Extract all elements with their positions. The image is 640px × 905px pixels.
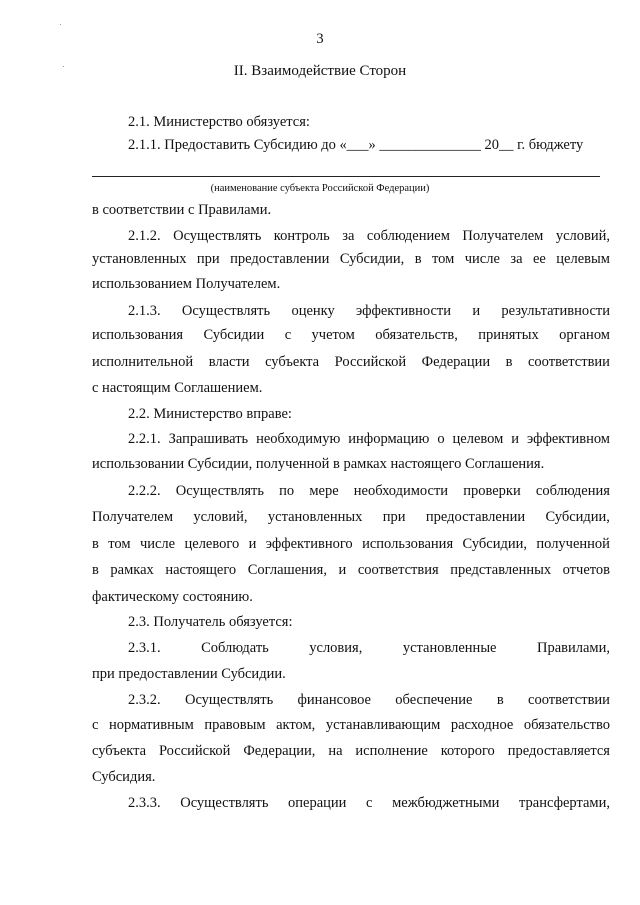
word: Осуществлять xyxy=(184,692,274,708)
word: результативности xyxy=(501,303,610,319)
word: использования xyxy=(92,327,184,343)
clause-2-1-2-l3 xyxy=(92,275,610,293)
word: эффективности xyxy=(356,303,452,319)
word: при предоставлении Субсидии. xyxy=(92,666,286,682)
word: Запрашивать xyxy=(168,431,249,447)
page-number: 3 xyxy=(316,31,324,47)
clause-2-3-2-l4 xyxy=(92,768,610,786)
word: субъекта xyxy=(265,354,320,370)
word: соблюдением xyxy=(366,228,450,244)
clause-2-3-3-l1 xyxy=(128,794,610,812)
word: обязательство xyxy=(523,717,610,733)
word: трансфертами, xyxy=(519,795,610,811)
word: учетом xyxy=(311,327,355,343)
word: 2.2.2. xyxy=(128,483,161,499)
subject-name-caption: (наименование субъекта Российской Федерации) xyxy=(210,183,430,194)
word: за xyxy=(510,251,523,267)
clause-2-3-2-l1 xyxy=(128,691,610,709)
word: которого xyxy=(440,743,495,759)
word: эффективного xyxy=(265,536,353,552)
word: Федерации xyxy=(421,354,491,370)
word: при xyxy=(382,509,406,525)
word: информацию xyxy=(348,431,430,447)
word: оценку xyxy=(291,303,335,319)
word: установленных xyxy=(92,251,187,267)
word: в соответствии с Правилами. xyxy=(92,202,272,218)
word: с xyxy=(366,795,373,811)
word: межбюджетными xyxy=(392,795,500,811)
word: контроль xyxy=(273,228,330,244)
word: 2.2. Министерство вправе: xyxy=(128,406,292,422)
clause-2-1-3-l1 xyxy=(128,302,610,320)
clause-2-1-1 xyxy=(128,136,610,154)
word: 2.1.2. xyxy=(128,228,161,244)
word: Субсидии, xyxy=(339,251,405,267)
word: и xyxy=(472,303,481,319)
clause-2-3-2-l2 xyxy=(92,716,610,734)
word: настоящего xyxy=(165,562,237,578)
word: 2.2.1. xyxy=(128,431,161,447)
word: проверки xyxy=(463,483,521,499)
word: соблюдения xyxy=(535,483,610,499)
word: и xyxy=(511,431,520,447)
clause-2-3-1-l1 xyxy=(128,639,610,657)
word: Осуществлять xyxy=(180,795,269,811)
word: 2.3.1. xyxy=(128,640,161,656)
clause-2-2-1-l2 xyxy=(92,455,610,473)
word: числе xyxy=(139,536,176,552)
word: с xyxy=(92,717,99,733)
word: финансовое xyxy=(297,692,371,708)
word: по xyxy=(279,483,295,499)
word: использования xyxy=(362,536,454,552)
section-title: II. Взаимодействие Сторон xyxy=(233,63,407,79)
word: субъекта xyxy=(92,743,147,759)
word: эффективном xyxy=(527,431,610,447)
word: отчетов xyxy=(562,562,610,578)
clause-2-2-2-l2 xyxy=(92,508,610,526)
clause-2-1-3-l2 xyxy=(92,326,610,344)
word: Субсидии, xyxy=(462,536,527,552)
clause-2-2 xyxy=(128,405,610,423)
word: о xyxy=(437,431,445,447)
word: Осуществлять xyxy=(173,228,262,244)
word: необходимости xyxy=(353,483,449,499)
word: в xyxy=(414,251,422,267)
word: за xyxy=(342,228,355,244)
clause-2-3-2-l3 xyxy=(92,742,610,760)
word: Получателем xyxy=(462,228,544,244)
word: рамках xyxy=(110,562,154,578)
word: 2.1.1. Предоставить Субсидию до «___» ______________ 20__ г. бюджету xyxy=(128,137,584,153)
word: 2.1. Министерство обязуется: xyxy=(128,114,310,130)
word: Получателем xyxy=(92,509,173,525)
word: фактическому состоянию. xyxy=(92,589,253,605)
word: устанавливающим xyxy=(325,717,441,733)
clause-2-1-3-l3 xyxy=(92,353,610,371)
word: 2.3. Получатель обязуется: xyxy=(128,614,293,630)
word: Осуществлять xyxy=(175,483,264,499)
word: Российской xyxy=(334,354,407,370)
word: Федерации, xyxy=(243,743,316,759)
word: соответствия xyxy=(357,562,439,578)
clause-2-2-2-l3 xyxy=(92,535,610,553)
subject-name-blank-line xyxy=(92,176,600,177)
word: правовым xyxy=(204,717,266,733)
word: обязательств, xyxy=(375,327,458,343)
word: предоставлении xyxy=(425,509,526,525)
clause-2-1-2-l1 xyxy=(128,227,610,245)
clause-2-2-2-l5 xyxy=(92,588,610,606)
word: и xyxy=(248,536,257,552)
word: в xyxy=(496,692,504,708)
word: Соглашения, xyxy=(247,562,327,578)
word: Субсидии xyxy=(203,327,265,343)
word: актом, xyxy=(276,717,316,733)
word: Соблюдать xyxy=(201,640,269,656)
word: использовании Субсидии, полученной в рамках настоящего Соглашения. xyxy=(92,456,545,472)
word: ее xyxy=(532,251,546,267)
word: установленных xyxy=(267,509,363,525)
word: мере xyxy=(309,483,339,499)
word: условий, xyxy=(193,509,248,525)
word: операции xyxy=(288,795,347,811)
word: и xyxy=(338,562,347,578)
word: с xyxy=(284,327,292,343)
word: 2.1.3. xyxy=(128,303,161,319)
word: 2.3.3. xyxy=(128,795,161,811)
word: в xyxy=(92,536,99,552)
word: органом xyxy=(559,327,610,343)
word: Российской xyxy=(158,743,231,759)
word: предоставлении xyxy=(230,251,330,267)
clause-2-1-2-l2 xyxy=(92,250,610,268)
word: в xyxy=(92,562,99,578)
word: использованием Получателем. xyxy=(92,276,281,292)
word: в xyxy=(505,354,513,370)
clause-2-3 xyxy=(128,613,610,631)
word: Субсидии, xyxy=(545,509,610,525)
clause-2-2-2-l1 xyxy=(128,482,610,500)
word: целевым xyxy=(556,251,610,267)
clause-2-1-1-end xyxy=(92,201,610,219)
word: при xyxy=(196,251,220,267)
word: обеспечение xyxy=(395,692,473,708)
clause-2-2-1-l1 xyxy=(128,430,610,448)
word: целевого xyxy=(184,536,240,552)
word: Субсидия. xyxy=(92,769,156,785)
word: принятых xyxy=(478,327,539,343)
word: установленные xyxy=(402,640,497,656)
word: том xyxy=(108,536,131,552)
clause-2-2-2-l4 xyxy=(92,561,610,579)
word: расходное xyxy=(450,717,514,733)
word: необходимую xyxy=(256,431,341,447)
word: исполнительной xyxy=(92,354,194,370)
word: числе xyxy=(464,251,500,267)
word: соответствии xyxy=(528,692,610,708)
word: нормативным xyxy=(108,717,194,733)
word: предоставляется xyxy=(507,743,610,759)
scan-speck xyxy=(60,24,61,25)
word: полученной xyxy=(536,536,610,552)
word: том xyxy=(432,251,455,267)
word: 2.3.2. xyxy=(128,692,161,708)
word: Правилами, xyxy=(536,640,610,656)
word: условия, xyxy=(309,640,363,656)
word: соответствии xyxy=(528,354,610,370)
word: условий, xyxy=(555,228,610,244)
clause-2-1 xyxy=(128,113,610,131)
word: власти xyxy=(208,354,250,370)
clause-2-3-1-l2 xyxy=(92,665,610,683)
word: исполнение xyxy=(355,743,428,759)
word: целевом xyxy=(452,431,504,447)
word: на xyxy=(328,743,343,759)
clause-2-1-3-l4 xyxy=(92,379,610,397)
word: Осуществлять xyxy=(181,303,271,319)
word: представленных xyxy=(450,562,552,578)
word: с настоящим Соглашением. xyxy=(92,380,263,396)
